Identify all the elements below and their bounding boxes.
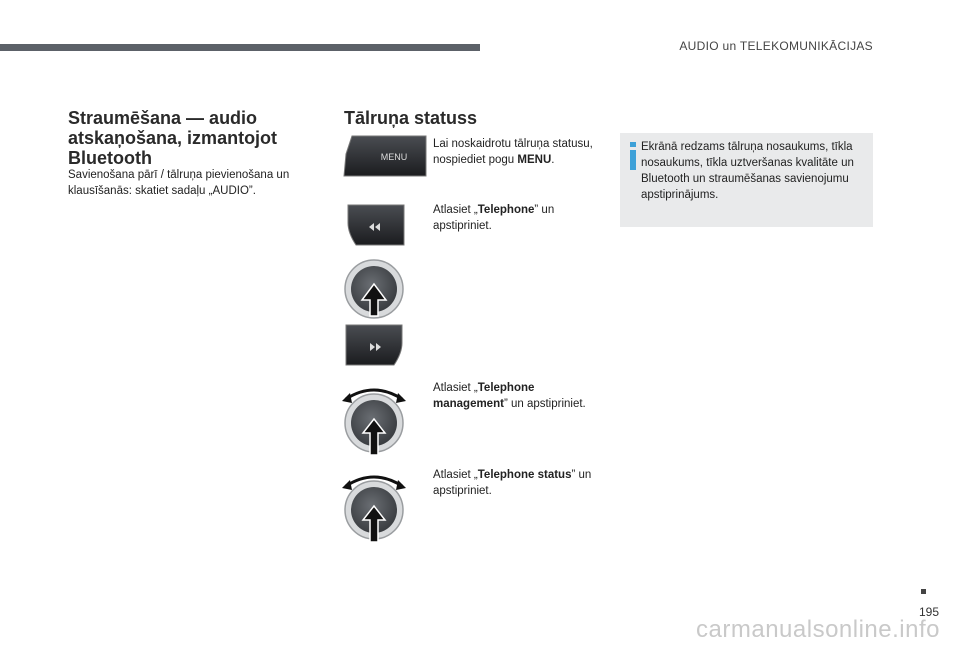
watermark: carmanualsonline.info bbox=[696, 616, 940, 643]
phone-status-heading: Tālruņa statuss bbox=[344, 108, 478, 128]
step-2-text: Atlasiet „Telephone” un apstipriniet. bbox=[433, 204, 555, 232]
chapter-title: AUDIO un TELEKOMUNIKĀCIJAS bbox=[679, 39, 873, 53]
page-number: 195 bbox=[918, 605, 939, 619]
knob-rotate-press-icon bbox=[340, 381, 408, 457]
step-4-text: Atlasiet „Telephone status” un apstipriniet. bbox=[433, 469, 592, 497]
info-box bbox=[620, 133, 873, 227]
menu-button-icon bbox=[342, 134, 428, 178]
knob-press-icon bbox=[343, 258, 405, 320]
knob-rotate-press-icon bbox=[340, 468, 408, 544]
step-1-text: Lai noskaidrotu tālruņa statusu, nospiediet pogu MENU. bbox=[433, 138, 593, 166]
streaming-text: Savienošana pārī / tālruņa pievienošana un klausīšanās: skatiet sadaļu „AUDIO”. bbox=[68, 169, 290, 197]
info-icon bbox=[629, 142, 637, 170]
page-marker bbox=[921, 589, 926, 594]
info-text: Ekrānā redzams tālruņa nosaukums, tīkla nosaukums, tīkla uztveršanas kvalitāte un Bluetooth un straumēšanas savienojumu apstiprinājums. bbox=[641, 141, 854, 201]
streaming-heading: Straumēšana — audio atskaņošana, izmantojot Bluetooth bbox=[68, 108, 278, 168]
previous-button-icon bbox=[344, 203, 406, 247]
next-button-icon bbox=[344, 323, 406, 367]
svg-text:MENU: MENU bbox=[380, 152, 408, 162]
header-bar bbox=[0, 44, 480, 51]
step-3-text: Atlasiet „Telephone management” un apstipriniet. bbox=[433, 382, 586, 410]
